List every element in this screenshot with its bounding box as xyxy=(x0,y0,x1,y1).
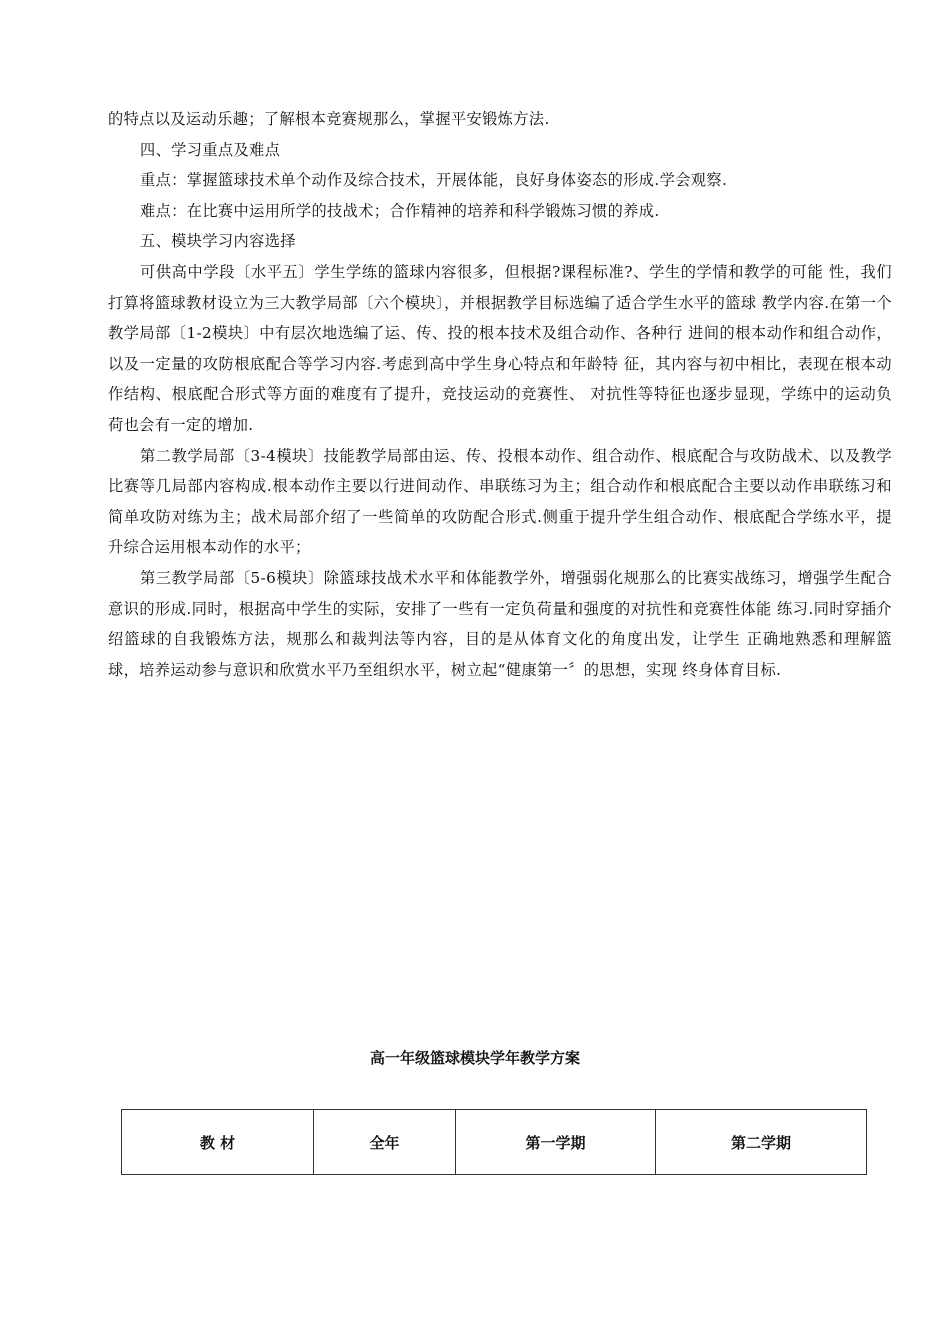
content-paragraph-3: 第三教学局部〔5-6模块〕除篮球技战术水平和体能教学外，增强弱化规那么的比赛实战练习，增强学生配合意识的形成.同时，根据高中学生的实际，安排了一些有一定负荷量和强度的对抗性和竞赛性体能 练习.同时穿插介绍篮球的自我锻炼方法，规那么和裁判法等内容，目的是从体育文化的角度出发，让学生 正确地熟悉和理解篮球，培养运动参与意识和欣赏水平乃至组织水平，树立起“健康第一〞的思想，实现 终身体育目标. xyxy=(108,568,892,679)
header-full-year: 全年 xyxy=(314,1110,456,1175)
section-heading-4: 四、学习重点及难点 xyxy=(140,140,281,159)
header-material: 教 材 xyxy=(122,1110,314,1175)
table-header-row xyxy=(122,1110,867,1175)
key-points-paragraph: 重点：掌握篮球技术单个动作及综合技术，开展体能，良好身体姿态的形成.学会观察. xyxy=(140,171,728,190)
table-title: 高一年级篮球模块学年教学方案 xyxy=(369,1049,580,1067)
section-heading-5: 五、模块学习内容选择 xyxy=(140,232,296,251)
header-first-semester: 第一学期 xyxy=(456,1110,656,1175)
teaching-plan-table xyxy=(121,1109,867,1175)
body-text xyxy=(108,104,892,685)
paragraph-continuation: 的特点以及运动乐趣；了解根本竞赛规那么，掌握平安锻炼方法. xyxy=(108,110,550,128)
header-second-semester: 第二学期 xyxy=(656,1110,867,1175)
content-paragraph-2: 第二教学局部〔3-4模块〕技能教学局部由运、传、投根本动作、组合动作、根底配合与攻防战术、以及教学比赛等几局部内容构成.根本动作主要以行进间动作、串联练习为主；组合动作和根底配合主要以动作串联练习和简单攻防对练为主；战术局部介绍了一些简单的攻防配合形式.侧重于提升学生组合动作、根底配合学练水平，提升综合运用根本动作的水平； xyxy=(108,446,892,557)
difficulties-paragraph: 难点：在比赛中运用所学的技战术；合作精神的培养和科学锻炼习惯的养成. xyxy=(140,201,660,220)
content-paragraph-1: 可供高中学段〔水平五〕学生学练的篮球内容很多，但根据?课程标准?、学生的学情和教学的可能 性，我们打算将篮球教材设立为三大教学局部〔六个模块〕，并根据教学目标选编了适合学生水平的篮球 教学内容.在第一个教学局部〔1-2模块〕中有层次地选编了运、传、投的根本技术及组合动作、各种行 进间的根本动作和组合动作，以及一定量的攻防根底配合等学习内容.考虑到高中学生身心特点和年龄特 征，其内容与初中相比，表现在根本动作结构、根底配合形式等方面的难度有了提升，竞技运动的竞赛性、 对抗性等特征也逐步显现，学练中的运动负荷也会有一定的增加. xyxy=(108,262,892,434)
